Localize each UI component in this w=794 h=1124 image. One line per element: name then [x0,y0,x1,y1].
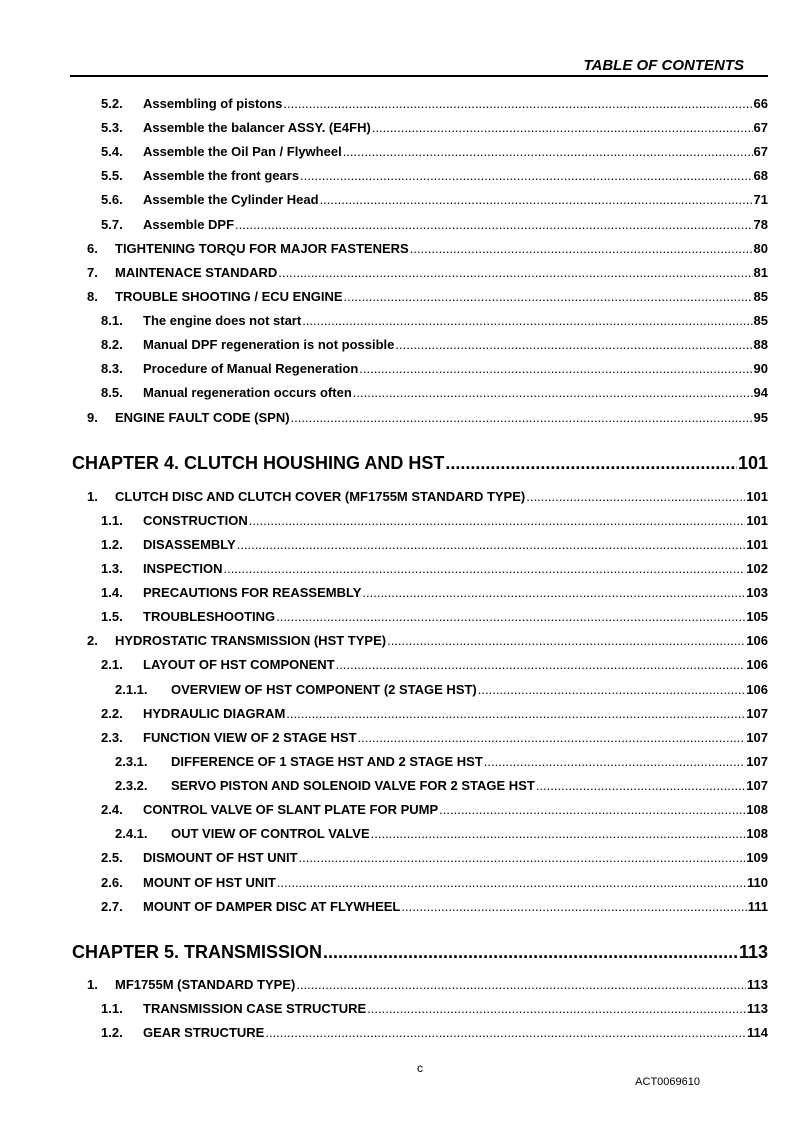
toc-entry-number: 2.1.1. [115,682,148,697]
toc-entry-number: 8.2. [101,337,123,352]
toc-entry[interactable] [87,410,768,425]
toc-entry-page-number: 95 [753,410,768,425]
toc-leader-dots [344,289,753,304]
toc-entry-title: LAYOUT OF HST COMPONENT [143,657,335,672]
toc-entry[interactable] [101,144,768,159]
toc-entry[interactable] [87,241,768,256]
toc-entry-page-number: 90 [753,361,768,376]
toc-leader-dots [372,120,753,135]
toc-entry-number: 1.1. [101,513,123,528]
page-letter: c [417,1061,423,1075]
toc-entry[interactable] [101,706,768,721]
toc-entry-number: 1. [87,977,98,992]
toc-entry-number: 8.5. [101,385,123,400]
toc-entry-number: 2.3.1. [115,754,148,769]
toc-leader-dots [286,706,745,721]
toc-entry-title: DISASSEMBLY [143,537,236,552]
toc-entry-page-number: 94 [753,385,768,400]
toc-entry-title: Assemble the Cylinder Head [143,192,319,207]
toc-entry-number: 1.1. [101,1001,123,1016]
toc-entry-title: Manual regeneration occurs often [143,385,352,400]
toc-leader-dots [320,192,753,207]
toc-entry-page-number: 113 [738,942,768,962]
toc-leader-dots [300,168,752,183]
toc-entry-title: HYDRAULIC DIAGRAM [143,706,286,721]
toc-entry[interactable] [101,802,768,817]
toc-leader-dots [296,977,746,992]
toc-entry-page-number: 85 [753,313,768,328]
toc-entry[interactable] [87,489,768,504]
toc-entry-number: 8. [87,289,98,304]
toc-leader-dots [302,313,752,328]
toc-entry[interactable] [101,850,768,865]
toc-entry-title: Assemble the front gears [143,168,300,183]
toc-leader-dots [283,96,752,111]
toc-chapter-entry[interactable] [72,453,768,474]
toc-entry-title: TIGHTENING TORQU FOR MAJOR FASTENERS [115,241,409,256]
toc-entry-page-number: 101 [746,537,768,552]
toc-entry-page-number: 88 [753,337,768,352]
toc-entry-page-number: 113 [747,1001,768,1016]
toc-entry-number: 1.4. [101,585,123,600]
toc-entry[interactable] [101,337,768,352]
toc-entry-page-number: 113 [747,977,768,992]
toc-entry-title: Assemble the Oil Pan / Flywheel [143,144,342,159]
toc-entry[interactable] [87,633,768,648]
toc-entry-title: PRECAUTIONS FOR REASSEMBLY [143,585,362,600]
toc-leader-dots [323,942,738,963]
toc-entry-number: 2.2. [101,706,123,721]
toc-entry[interactable] [115,826,768,841]
toc-entry-page-number: 107 [746,730,768,745]
toc-entry-title: CHAPTER 4. CLUTCH HOUSHING AND HST [72,453,445,473]
toc-entry[interactable] [101,585,768,600]
toc-entry-page-number: 85 [753,289,768,304]
toc-entry[interactable] [101,1025,768,1040]
toc-entry-page-number: 101 [737,453,768,473]
toc-entry-title: HYDROSTATIC TRANSMISSION (HST TYPE) [115,633,387,648]
toc-entry[interactable] [101,899,768,914]
toc-entry[interactable] [101,313,768,328]
toc-entry-number: 8.3. [101,361,123,376]
toc-entry-page-number: 67 [753,120,768,135]
toc-leader-dots [359,361,752,376]
toc-entry-number: 2.3.2. [115,778,148,793]
toc-entry-number: 7. [87,265,98,280]
toc-entry-page-number: 107 [746,706,768,721]
toc-entry-title: INSPECTION [143,561,223,576]
toc-entry-page-number: 107 [746,754,768,769]
toc-entry-number: 2.1. [101,657,123,672]
toc-leader-dots [299,850,746,865]
toc-entry-number: 2.7. [101,899,123,914]
toc-entry[interactable] [87,977,768,992]
toc-entry-title: Assemble DPF [143,217,235,232]
toc-entry-title: OVERVIEW OF HST COMPONENT (2 STAGE HST) [171,682,477,697]
toc-entry-title: CONTROL VALVE OF SLANT PLATE FOR PUMP [143,802,439,817]
toc-entry-page-number: 105 [746,609,768,624]
toc-leader-dots [536,778,745,793]
toc-entry[interactable] [101,875,768,890]
toc-entry-title: OUT VIEW OF CONTROL VALVE [171,826,370,841]
toc-leader-dots [395,337,752,352]
toc-entry-number: 8.1. [101,313,123,328]
toc-entry-number: 2.5. [101,850,123,865]
toc-leader-dots [484,754,746,769]
toc-entry-number: 9. [87,410,98,425]
toc-entry-page-number: 109 [746,850,768,865]
toc-leader-dots [526,489,745,504]
toc-entry-page-number: 80 [753,241,768,256]
toc-entry-page-number: 107 [746,778,768,793]
toc-entry-page-number: 106 [746,633,768,648]
toc-entry-page-number: 81 [753,265,768,280]
toc-leader-dots [371,826,746,841]
toc-leader-dots [439,802,745,817]
toc-leader-dots [277,875,746,890]
toc-entry-number: 6. [87,241,98,256]
toc-entry-title: Assemble the balancer ASSY. (E4FH) [143,120,371,135]
toc-entry[interactable] [115,754,768,769]
toc-entry-number: 5.5. [101,168,123,183]
toc-entry-number: 2.6. [101,875,123,890]
toc-entry[interactable] [101,561,768,576]
header-rule [70,75,768,77]
toc-leader-dots [353,385,753,400]
toc-leader-dots [478,682,746,697]
toc-entry-title: Assembling of pistons [143,96,283,111]
toc-entry[interactable] [101,120,768,135]
toc-entry-title: MOUNT OF DAMPER DISC AT FLYWHEEL [143,899,401,914]
toc-leader-dots [445,453,737,474]
toc-entry-number: 2. [87,633,98,648]
toc-entry[interactable] [101,609,768,624]
toc-entry-title: GEAR STRUCTURE [143,1025,265,1040]
toc-leader-dots [410,241,753,256]
toc-entry-number: 5.7. [101,217,123,232]
toc-leader-dots [387,633,745,648]
toc-entry[interactable] [101,657,768,672]
toc-entry[interactable] [101,96,768,111]
toc-entry[interactable] [101,192,768,207]
toc-entry-page-number: 101 [746,513,768,528]
toc-entry-title: TROUBLESHOOTING [143,609,276,624]
toc-entry-number: 2.4.1. [115,826,148,841]
toc-leader-dots [235,217,752,232]
toc-entry-page-number: 106 [746,682,768,697]
toc-entry-page-number: 108 [746,802,768,817]
toc-entry-number: 1.5. [101,609,123,624]
toc-entry-page-number: 111 [747,899,768,914]
toc-entry[interactable] [101,168,768,183]
toc-chapter-entry[interactable] [72,942,768,963]
toc-leader-dots [367,1001,746,1016]
toc-entry[interactable] [101,537,768,552]
toc-leader-dots [358,730,746,745]
toc-entry-page-number: 106 [746,657,768,672]
toc-entry-title: The engine does not start [143,313,302,328]
toc-entry-number: 1.3. [101,561,123,576]
toc-leader-dots [276,609,745,624]
toc-entry-page-number: 68 [753,168,768,183]
toc-entry-number: 2.3. [101,730,123,745]
toc-entry[interactable] [115,778,768,793]
toc-entry-number: 5.4. [101,144,123,159]
toc-entry-title: CONSTRUCTION [143,513,248,528]
toc-leader-dots [343,144,753,159]
toc-entry-title: TROUBLE SHOOTING / ECU ENGINE [115,289,343,304]
toc-entry[interactable] [101,385,768,400]
toc-leader-dots [278,265,752,280]
toc-leader-dots [362,585,745,600]
document-code: ACT0069610 [635,1076,700,1088]
toc-entry[interactable] [115,682,768,697]
toc-entry[interactable] [101,513,768,528]
toc-entry-title: DISMOUNT OF HST UNIT [143,850,298,865]
toc-entry-title: CHAPTER 5. TRANSMISSION [72,942,323,962]
toc-entry[interactable] [101,361,768,376]
toc-entry-number: 1. [87,489,98,504]
toc-entry-title: MAINTENACE STANDARD [115,265,278,280]
toc-entry-page-number: 101 [746,489,768,504]
toc-leader-dots [291,410,753,425]
toc-entry-page-number: 78 [753,217,768,232]
toc-leader-dots [237,537,746,552]
toc-entry-page-number: 66 [753,96,768,111]
toc-entry-title: DIFFERENCE OF 1 STAGE HST AND 2 STAGE HST [171,754,483,769]
page-header-title: TABLE OF CONTENTS [583,57,744,74]
toc-entry-title: TRANSMISSION CASE STRUCTURE [143,1001,367,1016]
toc-leader-dots [336,657,746,672]
toc-entry-title: ENGINE FAULT CODE (SPN) [115,410,290,425]
toc-leader-dots [265,1025,746,1040]
toc-entry-page-number: 71 [753,192,768,207]
toc-entry-page-number: 102 [746,561,768,576]
toc-entry[interactable] [101,730,768,745]
toc-entry[interactable] [87,289,768,304]
toc-entry-title: MF1755M (STANDARD TYPE) [115,977,296,992]
toc-entry-number: 1.2. [101,1025,123,1040]
toc-entry-number: 2.4. [101,802,123,817]
toc-entry-number: 1.2. [101,537,123,552]
toc-leader-dots [401,899,746,914]
toc-entry[interactable] [87,265,768,280]
toc-entry-number: 5.3. [101,120,123,135]
toc-entry-page-number: 108 [746,826,768,841]
toc-entry-title: Manual DPF regeneration is not possible [143,337,395,352]
toc-leader-dots [223,561,745,576]
toc-entry-title: FUNCTION VIEW OF 2 STAGE HST [143,730,357,745]
toc-entry-number: 5.2. [101,96,123,111]
toc-entry[interactable] [101,1001,768,1016]
toc-entry-number: 5.6. [101,192,123,207]
toc-entry-title: CLUTCH DISC AND CLUTCH COVER (MF1755M STANDARD TYPE) [115,489,526,504]
toc-entry-page-number: 110 [747,875,768,890]
toc-entry-page-number: 67 [753,144,768,159]
toc-entry-title: SERVO PISTON AND SOLENOID VALVE FOR 2 STAGE HST [171,778,535,793]
toc-entry[interactable] [101,217,768,232]
toc-entry-title: MOUNT OF HST UNIT [143,875,276,890]
toc-entry-page-number: 103 [746,585,768,600]
toc-entry-page-number: 114 [747,1025,768,1040]
toc-leader-dots [249,513,746,528]
toc-entry-title: Procedure of Manual Regeneration [143,361,359,376]
